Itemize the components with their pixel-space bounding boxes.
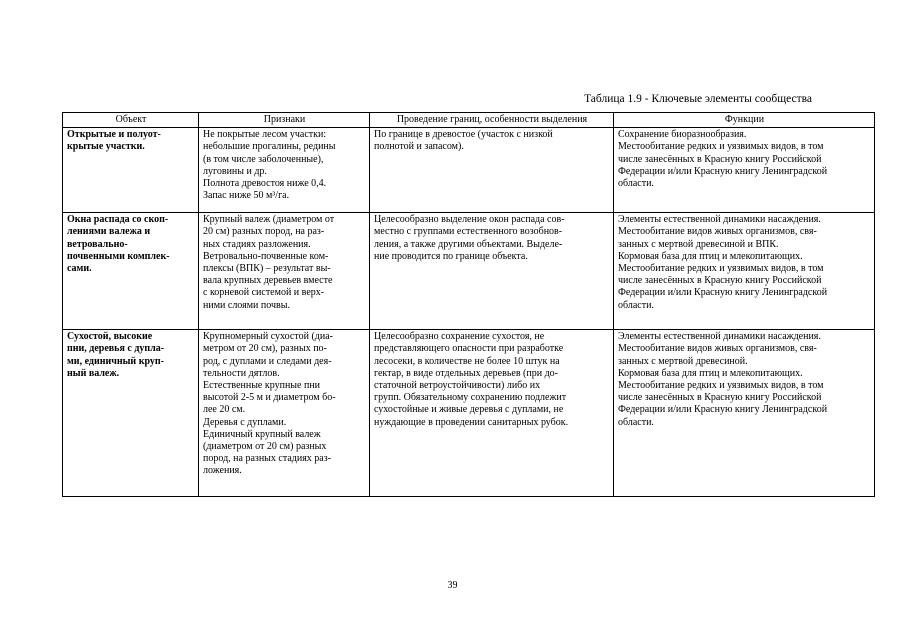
- cell-functions: [614, 213, 875, 330]
- cell-line: сухостойные и живые деревья с дуплами, не: [374, 404, 564, 416]
- cell-line: Сухостой, высокие: [67, 331, 153, 343]
- cell-line: Федерации и/или Красную книгу Ленинградской: [618, 287, 828, 299]
- table-caption: Таблица 1.9 - Ключевые элементы сообщества: [584, 93, 812, 105]
- cell-line: тельности дятлов.: [203, 367, 280, 379]
- cell-line: крытые участки.: [67, 141, 145, 153]
- cell-line: Кормовая база для птиц и млекопитающих.: [618, 367, 803, 379]
- page-number: 39: [447, 580, 458, 591]
- cell-line: Окна распада со скоп-: [67, 214, 169, 226]
- cell-line: Местообитание видов живых организмов, свя-: [618, 226, 817, 238]
- cell-features: [199, 213, 370, 330]
- cell-line: лесосеки, в количестве не более 10 штук на: [374, 355, 560, 367]
- cell-line: Целесообразно сохранение сухостоя, не: [374, 331, 545, 343]
- cell-line: ложения.: [203, 465, 242, 477]
- column-header-functions: Функции: [614, 113, 875, 128]
- cell-line: занных с мертвой древесиной и ВПК.: [618, 238, 779, 250]
- cell-line: лениями валежа и: [67, 226, 151, 238]
- cell-boundaries: [370, 330, 614, 497]
- cell-line: сами.: [67, 263, 92, 275]
- cell-line: ми, единичный круп-: [67, 355, 164, 367]
- table-row: [63, 128, 875, 213]
- cell-line: высотой 2-5 м и диаметром бо-: [203, 392, 336, 404]
- cell-line: Сохранение биоразнообразия.: [618, 129, 747, 141]
- cell-line: Местообитание видов живых организмов, свя-: [618, 343, 817, 355]
- cell-line: Федерации и/или Красную книгу Ленинградской: [618, 404, 828, 416]
- cell-line: луговины и др.: [203, 165, 267, 177]
- cell-boundaries: [370, 213, 614, 330]
- cell-line: Федерации и/или Красную книгу Ленинградской: [618, 165, 828, 177]
- cell-line: Ветровально-почвенные ком-: [203, 250, 329, 262]
- table-row: [63, 330, 875, 497]
- cell-line: нуждающие в проведении санитарных рубок.: [374, 416, 569, 428]
- cell-line: ветровально-: [67, 238, 128, 250]
- cell-functions: [614, 128, 875, 213]
- cell-line: почвенными комплек-: [67, 250, 170, 262]
- column-header-object: Объект: [63, 113, 199, 128]
- cell-line: ных стадиях разложения.: [203, 238, 311, 250]
- cell-line: числе занесённых в Красную книгу Российской: [618, 392, 822, 404]
- cell-object: [63, 213, 199, 330]
- cell-line: числе занесённых в Красную книгу Российской: [618, 153, 822, 165]
- cell-line: полнотой и запасом).: [374, 141, 464, 153]
- cell-line: Кормовая база для птиц и млекопитающих.: [618, 250, 803, 262]
- cell-line: числе занесённых в Красную книгу Российской: [618, 275, 822, 287]
- cell-line: ления, а также другими объектами. Выделе-: [374, 238, 563, 250]
- column-header-boundaries: Проведение границ, особенности выделения: [370, 113, 614, 128]
- cell-line: пород, на разных стадиях раз-: [203, 453, 332, 465]
- column-header-features: Признаки: [199, 113, 370, 128]
- cell-object: [63, 330, 199, 497]
- cell-features: [199, 330, 370, 497]
- key-elements-table: [62, 112, 875, 497]
- cell-line: плексы (ВПК) – результат вы-: [203, 263, 331, 275]
- cell-line: Деревья с дуплами.: [203, 416, 287, 428]
- cell-line: ними слоями почвы.: [203, 299, 290, 311]
- cell-line: Полнота древостоя ниже 0,4.: [203, 178, 327, 190]
- table-row: [63, 213, 875, 330]
- cell-functions: [614, 330, 875, 497]
- cell-line: пни, деревья с дупла-: [67, 343, 165, 355]
- cell-line: Элементы естественной динамики насаждения.: [618, 214, 821, 226]
- cell-line: ние проводится по границе объекта.: [374, 250, 528, 262]
- cell-line: (в том числе заболоченные),: [203, 153, 324, 165]
- cell-line: метром от 20 см), разных по-: [203, 343, 327, 355]
- cell-line: местно с группами естественного возобнов-: [374, 226, 563, 238]
- cell-line: ный валеж.: [67, 367, 120, 379]
- cell-line: Целесообразно выделение окон распада сов-: [374, 214, 565, 226]
- cell-line: Крупномерный сухостой (диа-: [203, 331, 333, 343]
- cell-line: Местообитание редких и уязвимых видов, в том: [618, 380, 824, 392]
- cell-line: (диаметром от 20 см) разных: [203, 441, 327, 453]
- table-header-row: [63, 113, 875, 128]
- cell-line: представляющего опасности при разработке: [374, 343, 564, 355]
- cell-line: области.: [618, 178, 654, 190]
- cell-line: Естественные крупные пни: [203, 380, 321, 392]
- cell-line: небольшие прогалины, редины: [203, 141, 336, 153]
- cell-line: групп. Обязательному сохранению подлежит: [374, 392, 567, 404]
- cell-boundaries: [370, 128, 614, 213]
- cell-line: Местообитание редких и уязвимых видов, в том: [618, 263, 824, 275]
- cell-line: Крупный валеж (диаметром от: [203, 214, 335, 226]
- cell-line: Элементы естественной динамики насаждения.: [618, 331, 821, 343]
- cell-line: статочной ветроустойчивости) либо их: [374, 380, 541, 392]
- cell-line: Единичный крупный валеж: [203, 428, 321, 440]
- cell-line: Не покрытые лесом участки:: [203, 129, 327, 141]
- cell-line: лее 20 см.: [203, 404, 246, 416]
- cell-line: гектар, в виде отдельных деревьев (при до-: [374, 367, 558, 379]
- cell-line: с корневой системой и верх-: [203, 287, 325, 299]
- cell-line: По границе в древостое (участок с низкой: [374, 129, 553, 141]
- cell-line: 20 см) разных пород, на раз-: [203, 226, 325, 238]
- cell-line: области.: [618, 416, 654, 428]
- cell-line: Запас ниже 50 м³/га.: [203, 190, 290, 202]
- cell-line: области.: [618, 299, 654, 311]
- cell-line: занных с мертвой древесиной.: [618, 355, 748, 367]
- cell-features: [199, 128, 370, 213]
- cell-line: вала крупных деревьев вместе: [203, 275, 333, 287]
- cell-line: Местообитание редких и уязвимых видов, в том: [618, 141, 824, 153]
- cell-object: [63, 128, 199, 213]
- cell-line: Открытые и полуот-: [67, 129, 161, 141]
- cell-line: род, с дуплами и следами дея-: [203, 355, 332, 367]
